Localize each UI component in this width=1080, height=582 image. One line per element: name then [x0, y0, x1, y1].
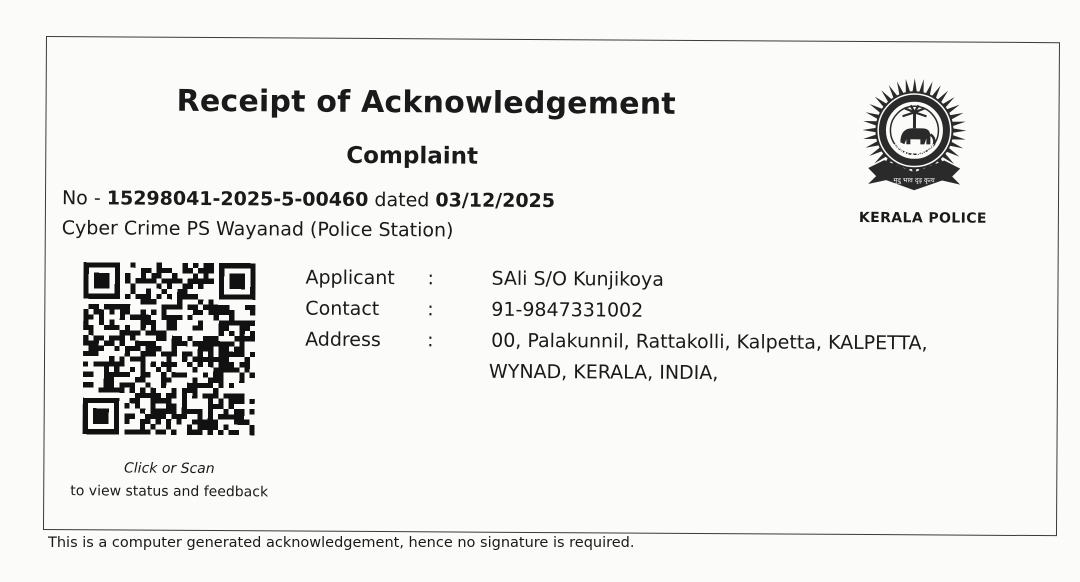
footer-disclaimer: This is a computer generated acknowledgement, hence no signature is required.: [48, 535, 635, 551]
address-line-1: 00, Palakunnil, Rattakolli, Kalpetta, KALPETTA,: [491, 329, 928, 355]
qr-code[interactable]: [83, 261, 256, 436]
emblem-motto: मृदु भाव दृढ़ कृत्य: [893, 176, 935, 185]
qr-caption-click: Click or Scan: [123, 460, 215, 478]
applicant-details: [305, 266, 928, 391]
contact-value: 91-9847331002: [491, 298, 644, 322]
qr-caption: [58, 457, 280, 504]
colon: :: [427, 298, 434, 321]
address-label: Address: [305, 328, 381, 352]
colon: :: [427, 267, 435, 290]
receipt-card: [43, 36, 1060, 536]
kerala-police-emblem-icon: [854, 72, 975, 207]
emblem-ring-text: KERALA POLICE: [890, 142, 939, 160]
kerala-police-label: KERALA POLICE: [858, 209, 987, 227]
receipt-title: Receipt of Acknowledgement: [176, 83, 676, 122]
applicant-value: SAli S/O Kunjikoya: [491, 267, 665, 291]
colon: :: [427, 329, 434, 352]
qr-caption-view: to view status and feedback: [70, 483, 269, 501]
number-prefix: No -: [61, 187, 107, 210]
complaint-date: 03/12/2025: [435, 189, 556, 213]
address-line-2: WYNAD, KERALA, INDIA,: [488, 360, 719, 385]
police-station: Cyber Crime PS Wayanad (Police Station): [61, 217, 454, 242]
complaint-number: 15298041-2025-5-00460: [106, 187, 369, 211]
applicant-label: Applicant: [305, 266, 395, 290]
receipt-subtitle: Complaint: [346, 142, 479, 170]
contact-label: Contact: [305, 297, 380, 321]
dated-label: dated: [368, 188, 436, 212]
complaint-number-line: [62, 187, 555, 212]
